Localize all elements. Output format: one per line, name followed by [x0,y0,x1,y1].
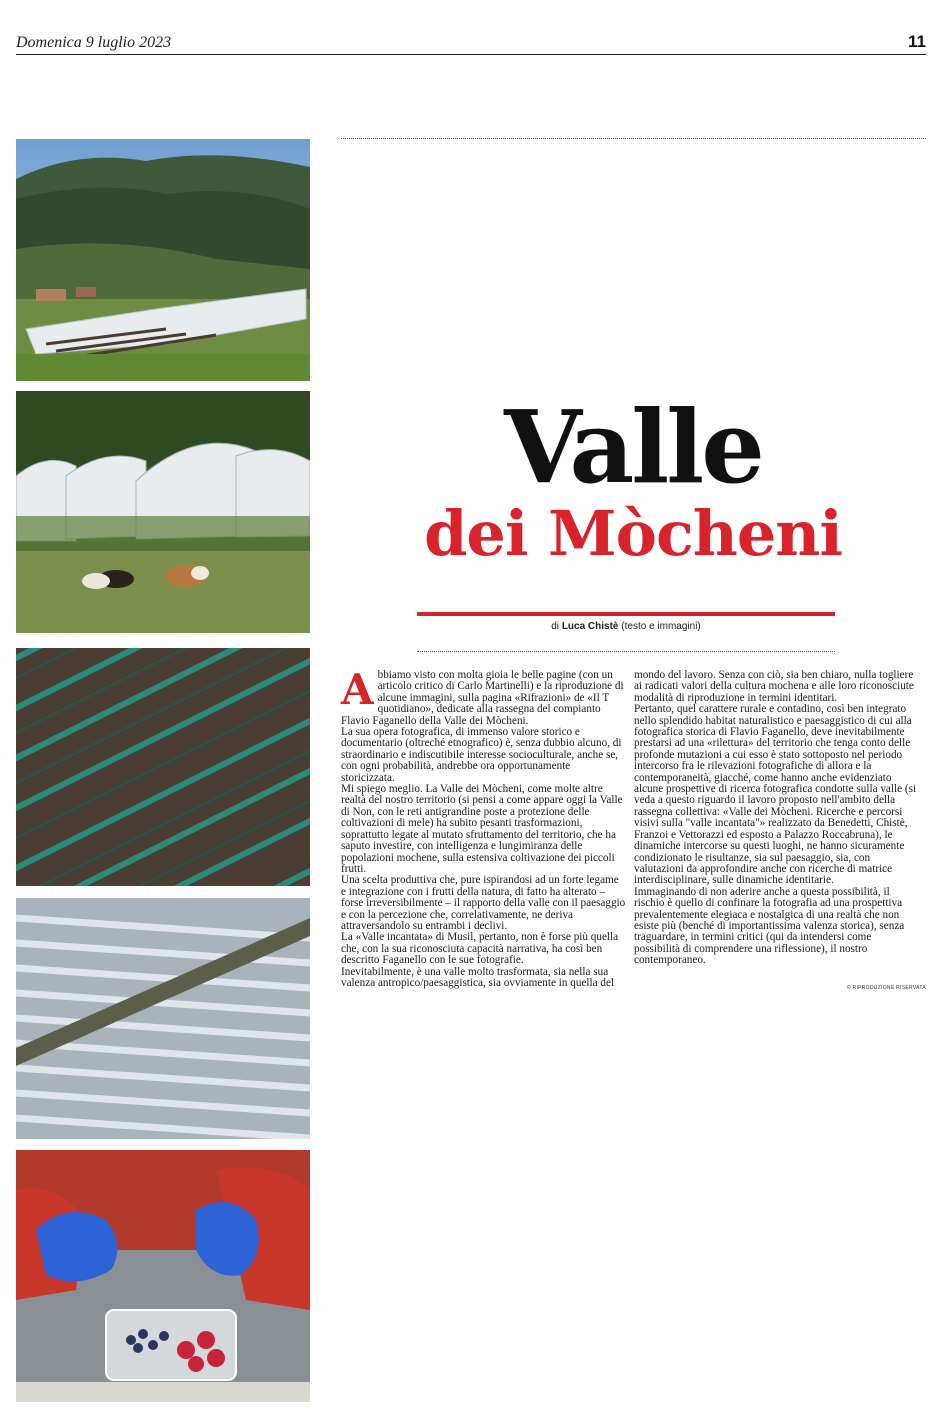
paragraph: Pertanto, quel carattere rurale e contadino, così ben integrato nello splendido habitat naturalistico e paesaggistico di cui alla fotografica storica di Flavio Faganello, deve inevitabilmente prestarsi ad una «rilettura» del territorio che tenga conto delle profonde mutazioni a cui esso è stato sottoposto nel periodo intercorso fra le rilevazioni fotografiche di allora e la contemporaneità, giacché, come hanno anche evidenziato alcune prospettive di ricerca fotografica condotte sulla valle (si veda a questo riguardo il lavoro proposto nell'ambito della rassegna collettiva: «Valle dei Mòcheni. Ricerche e percorsi visivi sulla "valle incantata"» realizzato da Benedetti, Chistè, Franzoi e Vettorazzi ed esposto a Palazzo Roccabruna), le dinamiche intercorse su questi luoghi, ne hanno sicuramente condizionato le risultanze, sia sul paesaggio, sia, con valutazioni da approfondire anche con ricerche di matrice interdisciplinare, sulle dinamiche identitarie. [634,703,917,887]
article-column-1 [341,665,626,989]
paragraph: Inevitabilmente, è una valle molto trasformata, sia nella sua valenza antropico/paesaggistica, sia ovviamente in quella del [341,965,615,989]
drop-cap: A [341,665,374,714]
photo-aerial-rows [16,648,310,886]
paragraph: La sua opera fotografica, di immenso valore storico e documentario (oltreché etnografico) è, senza dubbio alcuno, di straordinario e indiscutibile interesse socioculturale, anche se, con ogni probabilità, andrebbe ora opportunamente storicizzata. [341,726,622,784]
top-dotted-rule [341,138,926,139]
photo-berry-packing [16,1150,310,1402]
issue-date: Domenica 9 luglio 2023 [16,34,172,51]
paragraph: Mi spiego meglio. La Valle dei Mòcheni, come molte altre realtà del nostro territorio (si pensi a come appare oggi la Valle di Non, con le reti antigrandine poste a protezione delle coltivazioni di mele) ha subito pesanti trasformazioni, soprattutto legate al mutato sfruttamento del territorio, che ha saputo investire, con intelligenza e lungimiranza delle popolazioni mochene, sulla estensiva coltivazione dei piccoli frutti. [341,783,623,875]
paragraph: Una scelta produttiva che, pure ispirandosi ad un forte legame e integrazione con i frutti della natura, di fatto ha alterato – forse irreversibilmente – il rapporto della valle con il paesaggio e con la percezione che, correlativamente, ne deriva attraversandolo su entrambi i declivi. [341,874,626,932]
photo-cows-greenhouses [16,391,310,633]
article-subtitle: dei Mòcheni [424,497,842,570]
byline-suffix: (testo e immagini) [621,621,701,632]
title-red-rule [417,612,835,616]
paragraph: La «Valle incantata» di Musil, pertanto, non è forse più quella che, con la sua riconosciuta capacità narrativa, ha così ben descritto Faganello con le sue fotografie. [341,931,619,967]
photo-valley-greenhouses [16,139,310,381]
copyright-note: © RIPRODUZIONE RISERVATA [846,985,926,991]
paragraph: mondo del lavoro. Senza con ciò, sia ben chiaro, nulla togliere ai radicati valori della cultura mochena e alle loro riconosciute modalità di riproduzione in termini identitari. [634,669,914,704]
paragraph: bbiamo visto con molta gioia le belle pagine (con un articolo critico di Carlo Martinelli) e la riproduzione di alcune immagini, sulla pagina «Rifrazioni» de «Il T quotidiano», dedicate alla rassegna del compianto Flavio Faganello della Valle dei Mòcheni. [341,669,624,727]
page-header [16,34,926,55]
article-title: Valle [504,388,762,506]
photo-greenhouse-roofs [16,898,310,1139]
byline-prefix: di [551,621,560,632]
byline-author: Luca Chistè [561,621,619,632]
article-column-2 [634,670,919,967]
paragraph: Immaginando di non aderire anche a questa possibilità, il rischio è quello di confinare la fotografia ad una prospettiva prevalentemente elegiaca e nostalgica di una realtà che non esiste più (benché di importantissima valenza storica), senza traguardare, in termini critici (qui da intendersi come possibilità di comprendere una riflessione), il nostro contemporaneo. [634,885,905,967]
page-number: 11 [908,32,926,51]
byline [417,621,835,632]
byline-dotted-rule [417,651,835,652]
